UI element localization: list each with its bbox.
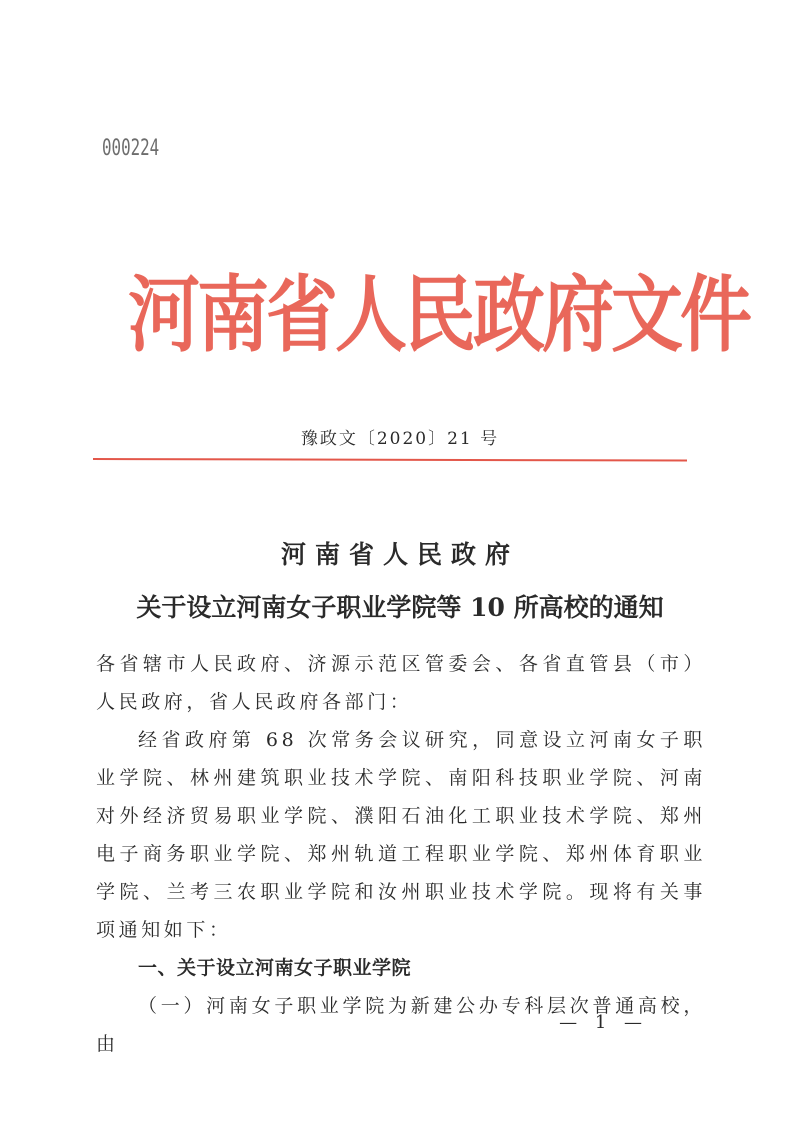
body-paragraph: 经省政府第 68 次常务会议研究，同意设立河南女子职业学院、林州建筑职业技术学院、南阳科技职业学院、河南对外经济贸易职业学院、濮阳石油化工职业技术学院、郑州电子商务职业学院、郑州轨道工程职业学院、郑州体育职业学院、兰考三农职业学院和汝州职业技术学院。现将有关事项通知如下：: [96, 729, 706, 941]
section-heading: 一、关于设立河南女子职业学院: [138, 957, 412, 979]
document-number: 豫政文〔2020〕21 号: [300, 429, 500, 449]
subsection-paragraph: （一）河南女子职业学院为新建公办专科层次普通高校，由: [96, 995, 706, 1055]
addressee: 各省辖市人民政府、济源示范区管委会、各省直管县（市）人民政府，省人民政府各部门：: [96, 653, 706, 713]
masthead-title: 河南省人民政府文件: [128, 266, 750, 364]
title-issuer: 河南省人民政府: [280, 540, 519, 569]
red-divider-line: [93, 458, 687, 462]
serial-number: 000224: [102, 136, 160, 161]
document-body: [96, 645, 706, 1063]
title-subject: 关于设立河南女子职业学院等 10 所高校的通知: [136, 593, 664, 622]
page-number: — 1 —: [559, 1012, 648, 1033]
